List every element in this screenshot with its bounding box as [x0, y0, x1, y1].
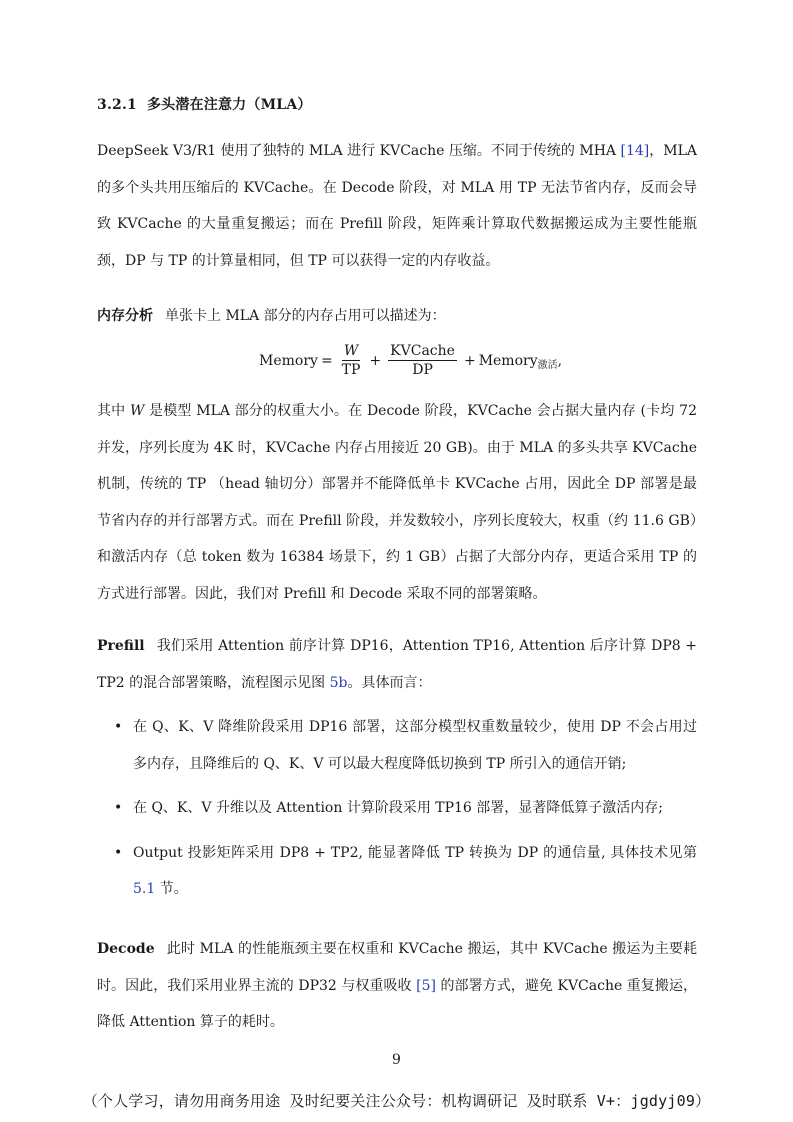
section-heading — [97, 94, 312, 114]
section-ref-link[interactable]: 5.1 — [133, 881, 156, 897]
section-number: 3.2.1 — [97, 97, 137, 113]
fraction-kvcache-denominator: DP — [412, 362, 433, 378]
list-item — [112, 790, 697, 827]
citation-link[interactable]: [14] — [620, 143, 650, 159]
analysis-paragraph — [97, 393, 697, 612]
prefill-text-cont: 。具体而言： — [347, 674, 432, 691]
footer-note: （个人学习，请勿用商务用途 及时纪要关注公众号：机构调研记 及时联系 V+：jgdyj09） — [82, 1092, 711, 1110]
fraction-weight — [340, 342, 363, 379]
page-number: 9 — [392, 1052, 401, 1068]
prefill-bullet-list — [112, 709, 697, 908]
formula-plus: + — [463, 352, 476, 369]
formula-comma: , — [557, 352, 563, 369]
prefill-paragraph — [97, 628, 697, 701]
bullet-text: 在 Q、K、V 升维以及 Attention 计算阶段采用 TP16 部署，显著降低算子激活内存; — [133, 800, 664, 816]
memory-formula — [259, 342, 562, 379]
decode-text: 此时 MLA 的性能瓶颈主要在权重和 KVCache 搬运，其中 KVCache 搬运为主要耗时。因此，我们采用业界主流的 DP32 与权重吸收 — [97, 941, 697, 994]
decode-text-cont: 的部署方式，避免 KVCache 重复搬运，降低 Attention 算子的耗时。 — [97, 977, 698, 1030]
formula-lhs: Memory — [259, 352, 318, 369]
prefill-text: 我们采用 Attention 前序计算 DP16，Attention TP16, Attention 后序计算 DP8 + TP2 的混合部署策略，流程图示见图 — [97, 638, 697, 691]
memory-analysis-label: 内存分析 — [97, 308, 153, 324]
intro-paragraph — [97, 133, 697, 279]
bullet-text: 在 Q、K、V 降维阶段采用 DP16 部署，这部分模型权重数量较少，使用 DP 不会占用过多内存，且降维后的 Q、K、V 可以最大程度降低切换到 TP 所引入的通信开销; — [133, 719, 697, 772]
list-item — [112, 835, 697, 908]
figure-ref-link[interactable]: 5b — [329, 674, 348, 691]
intro-text: DeepSeek V3/R1 使用了独特的 MLA 进行 KVCache 压缩。不同于传统的 MHA — [97, 143, 621, 159]
memory-analysis-text: 单张卡上 MLA 部分的内存占用可以描述为： — [165, 308, 446, 324]
decode-label: Decode — [97, 941, 155, 957]
weight-symbol: W — [130, 403, 145, 419]
decode-paragraph — [97, 931, 697, 1041]
section-title: 多头潜在注意力（MLA） — [146, 97, 312, 113]
memory-analysis-paragraph — [97, 298, 697, 335]
citation-link[interactable]: [5] — [416, 977, 436, 994]
analysis-text: 其中 — [97, 403, 131, 419]
fraction-kvcache-numerator: KVCache — [390, 343, 455, 359]
formula-equals: = — [320, 352, 333, 369]
fraction-kvcache — [388, 342, 457, 379]
formula-term-activation: Memory — [478, 352, 538, 369]
prefill-label: Prefill — [97, 638, 145, 654]
fraction-weight-numerator: W — [343, 343, 359, 359]
fraction-weight-denominator: TP — [341, 362, 361, 378]
formula-plus: + — [369, 352, 382, 369]
bullet-text: Output 投影矩阵采用 DP8 + TP2, 能显著降低 TP 转换为 DP 的通信量, 具体技术见第 — [133, 844, 697, 861]
bullet-text-tail: 节。 — [155, 881, 188, 897]
formula-subscript: 激活 — [537, 360, 558, 371]
intro-text-cont: ，MLA 的多个头共用压缩后的 KVCache。在 Decode 阶段，对 MLA 用 TP 无法节省内存，反而会导致 KVCache 的大量重复搬运；而在 Prefill 阶段，矩阵乘计算取代数据搬运成为主要性能瓶颈，DP 与 TP 的计算量相同，但 TP 可以获得一定的内存收益。 — [97, 143, 697, 269]
analysis-text-cont: 是模型 MLA 部分的权重大小。在 Decode 阶段，KVCache 会占据大量内存 (卡均 72 并发，序列长度为 4K 时，KVCache 内存占用接近 20 GB)。由于 MLA 的多头共享 KVCache 机制，传统的 TP （head 轴切分）部署并不能降低单卡 KVCache 占用，因此全 DP 部署是最节省内存的并行部署方式。而在 Prefill 阶段，并发数较小，序列长度较大，权重（约 11.6 GB）和激活内存（总 token 数为 16384 场景下，约 1 GB）占据了大部分内存，更适合采用 TP 的方式进行部署。因此，我们对 Prefill 和 Decode 采取不同的部署策略。 — [97, 403, 697, 602]
list-item — [112, 709, 697, 782]
